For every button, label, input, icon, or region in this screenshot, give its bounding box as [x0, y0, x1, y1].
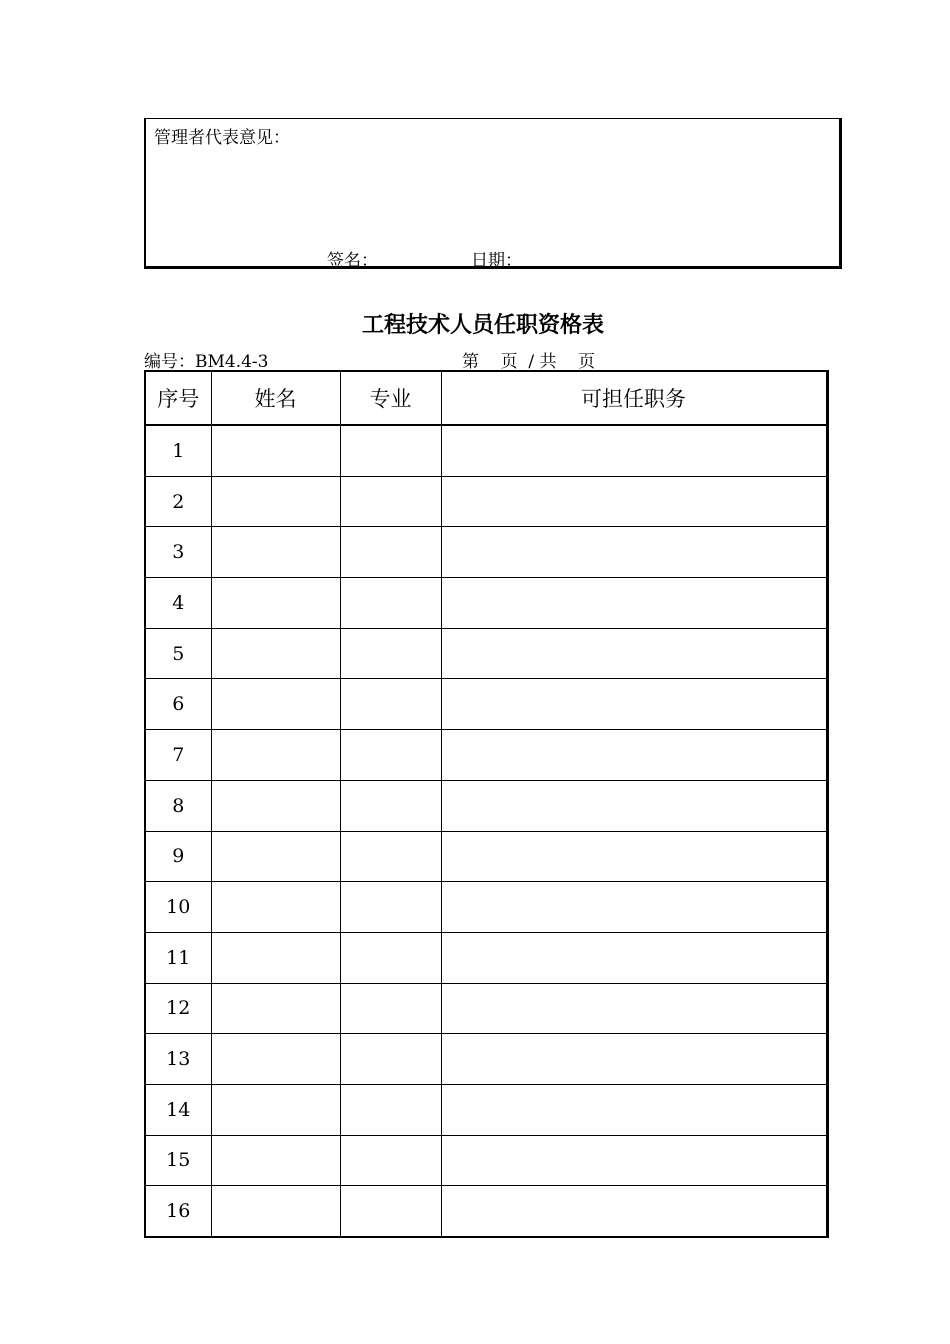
position-cell[interactable] — [441, 831, 827, 882]
header-specialty: 专业 — [340, 371, 441, 425]
table-row — [145, 1135, 827, 1186]
specialty-cell[interactable] — [340, 831, 441, 882]
manager-opinion-label: 管理者代表意见： — [154, 128, 290, 148]
row-number: 12 — [145, 983, 211, 1034]
manager-opinion-box — [144, 118, 842, 269]
row-number: 3 — [145, 527, 211, 578]
table-header-row — [145, 371, 827, 425]
row-number: 7 — [145, 730, 211, 781]
specialty-cell[interactable] — [340, 882, 441, 933]
table-row — [145, 679, 827, 730]
table-row — [145, 578, 827, 629]
row-number: 5 — [145, 628, 211, 679]
name-cell[interactable] — [211, 679, 340, 730]
table-row — [145, 932, 827, 983]
table-row — [145, 1034, 827, 1085]
table-row — [145, 527, 827, 578]
name-cell[interactable] — [211, 1034, 340, 1085]
specialty-cell[interactable] — [340, 780, 441, 831]
table-row — [145, 831, 827, 882]
position-cell[interactable] — [441, 425, 827, 476]
row-number: 11 — [145, 932, 211, 983]
name-cell[interactable] — [211, 628, 340, 679]
specialty-cell[interactable] — [340, 730, 441, 781]
name-cell[interactable] — [211, 882, 340, 933]
specialty-cell[interactable] — [340, 1034, 441, 1085]
specialty-cell[interactable] — [340, 1135, 441, 1186]
position-cell[interactable] — [441, 1084, 827, 1135]
name-cell[interactable] — [211, 932, 340, 983]
name-cell[interactable] — [211, 983, 340, 1034]
row-number: 1 — [145, 425, 211, 476]
name-cell[interactable] — [211, 1186, 340, 1237]
position-cell[interactable] — [441, 527, 827, 578]
position-cell[interactable] — [441, 679, 827, 730]
signature-label: 签名： — [327, 251, 378, 271]
specialty-cell[interactable] — [340, 679, 441, 730]
row-number: 13 — [145, 1034, 211, 1085]
position-cell[interactable] — [441, 628, 827, 679]
name-cell[interactable] — [211, 831, 340, 882]
position-cell[interactable] — [441, 932, 827, 983]
specialty-cell[interactable] — [340, 628, 441, 679]
specialty-cell[interactable] — [340, 527, 441, 578]
position-cell[interactable] — [441, 730, 827, 781]
specialty-cell[interactable] — [340, 425, 441, 476]
name-cell[interactable] — [211, 1135, 340, 1186]
position-cell[interactable] — [441, 780, 827, 831]
name-cell[interactable] — [211, 1084, 340, 1135]
position-cell[interactable] — [441, 983, 827, 1034]
page-title: 工程技术人员任职资格表 — [361, 312, 604, 338]
qualification-table — [144, 370, 829, 1238]
table-row — [145, 983, 827, 1034]
name-cell[interactable] — [211, 476, 340, 527]
name-cell[interactable] — [211, 425, 340, 476]
row-number: 15 — [145, 1135, 211, 1186]
row-number: 2 — [145, 476, 211, 527]
table-row — [145, 730, 827, 781]
name-cell[interactable] — [211, 780, 340, 831]
table-row — [145, 882, 827, 933]
table-row — [145, 1084, 827, 1135]
row-number: 8 — [145, 780, 211, 831]
page-number-info: 第 页 / 共 页 — [462, 352, 596, 372]
row-number: 14 — [145, 1084, 211, 1135]
specialty-cell[interactable] — [340, 578, 441, 629]
position-cell[interactable] — [441, 578, 827, 629]
table-row — [145, 628, 827, 679]
table-row — [145, 1186, 827, 1237]
header-name: 姓名 — [211, 371, 340, 425]
specialty-cell[interactable] — [340, 932, 441, 983]
row-number: 9 — [145, 831, 211, 882]
specialty-cell[interactable] — [340, 1084, 441, 1135]
date-label: 日期： — [471, 251, 522, 271]
header-serial-number: 序号 — [145, 371, 211, 425]
specialty-cell[interactable] — [340, 476, 441, 527]
row-number: 16 — [145, 1186, 211, 1237]
specialty-cell[interactable] — [340, 1186, 441, 1237]
form-number: 编号：BM4.4-3 — [144, 352, 269, 372]
position-cell[interactable] — [441, 1135, 827, 1186]
table-row — [145, 476, 827, 527]
row-number: 6 — [145, 679, 211, 730]
row-number: 4 — [145, 578, 211, 629]
name-cell[interactable] — [211, 527, 340, 578]
row-number: 10 — [145, 882, 211, 933]
specialty-cell[interactable] — [340, 983, 441, 1034]
header-eligible-position: 可担任职务 — [441, 371, 827, 425]
position-cell[interactable] — [441, 476, 827, 527]
name-cell[interactable] — [211, 578, 340, 629]
position-cell[interactable] — [441, 882, 827, 933]
position-cell[interactable] — [441, 1034, 827, 1085]
table-row — [145, 780, 827, 831]
name-cell[interactable] — [211, 730, 340, 781]
position-cell[interactable] — [441, 1186, 827, 1237]
table-row — [145, 425, 827, 476]
